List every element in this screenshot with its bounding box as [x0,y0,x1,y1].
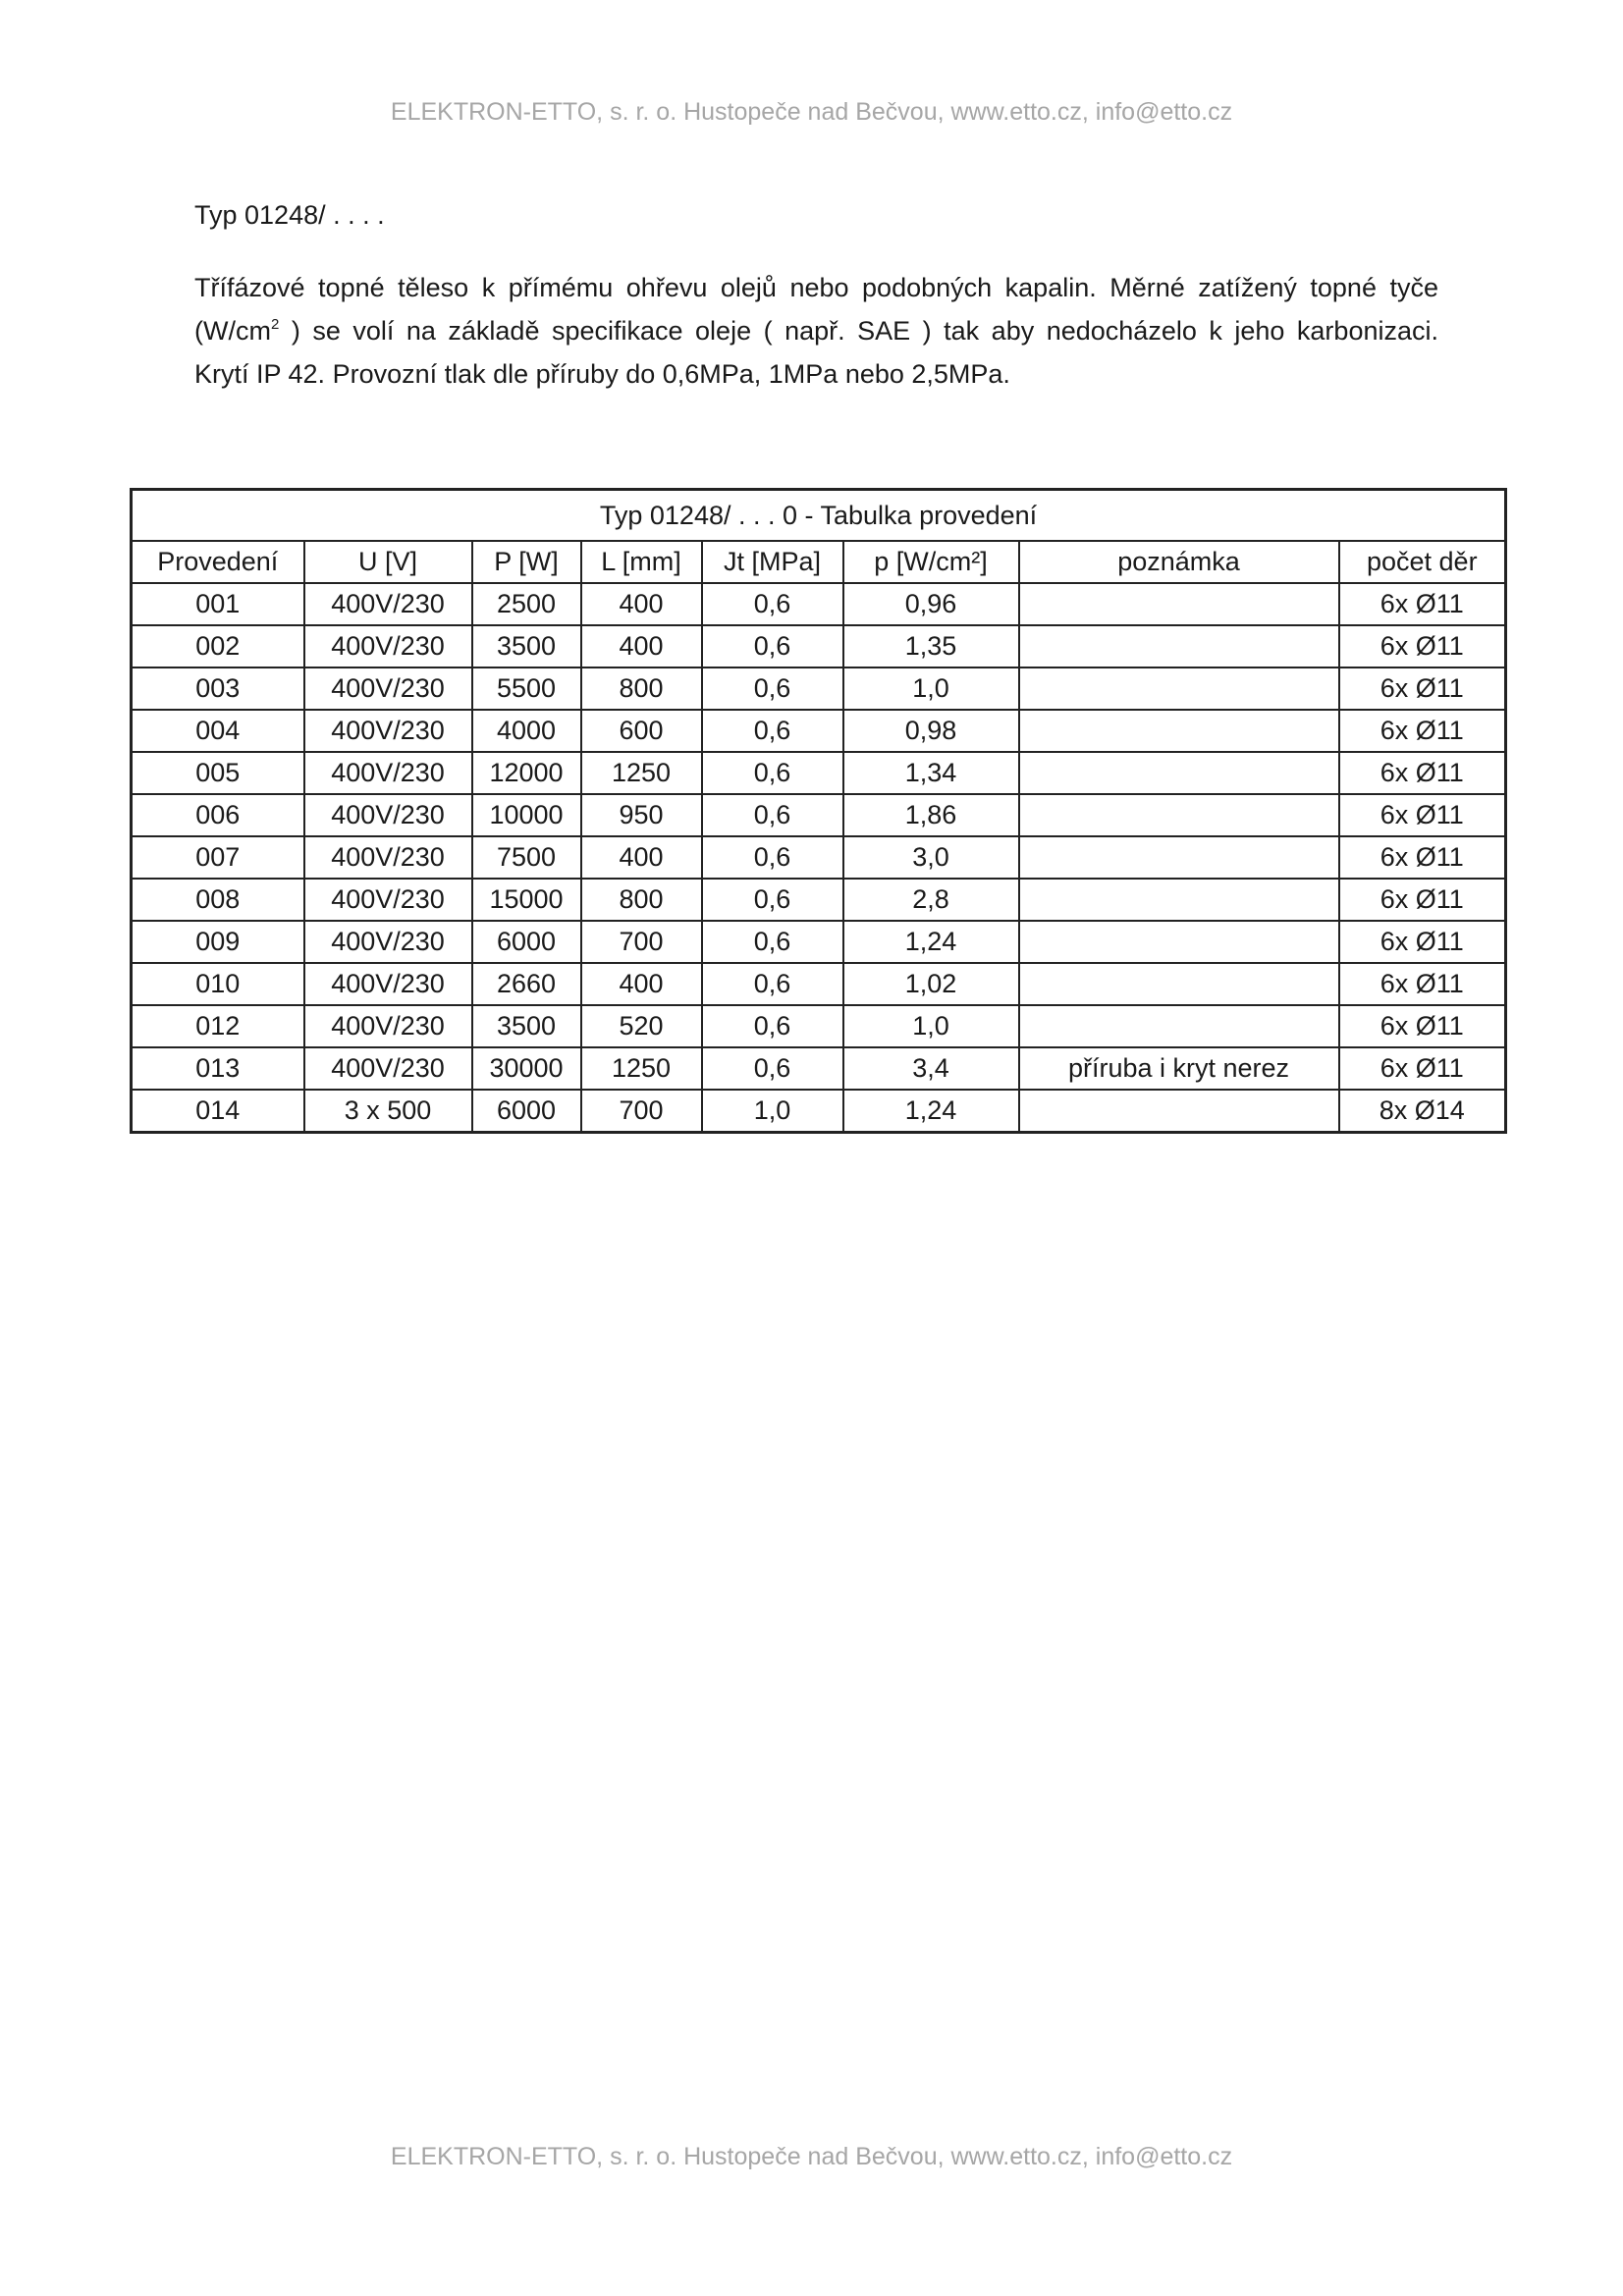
table-cell-pw: 1,0 [843,667,1019,710]
table-cell-provedeni: 007 [132,836,304,879]
table-cell-pw: 1,34 [843,752,1019,794]
table-cell-pocet-der: 6x Ø11 [1339,921,1506,963]
table-cell-p: 6000 [472,921,581,963]
table-cell-jt: 0,6 [702,583,843,625]
table-cell-l: 800 [581,879,702,921]
table-row [132,667,1506,710]
table-cell-jt: 0,6 [702,752,843,794]
table-cell-poznamka [1019,667,1339,710]
table-cell-pocet-der: 6x Ø11 [1339,1005,1506,1047]
superscript-exponent: 2 [270,316,280,333]
table-cell-l: 800 [581,667,702,710]
table-cell-u: 3 x 500 [304,1090,472,1133]
table-cell-pw: 1,02 [843,963,1019,1005]
table-cell-u: 400V/230 [304,794,472,836]
table-cell-jt: 0,6 [702,836,843,879]
table-cell-u: 400V/230 [304,625,472,667]
table-cell-p: 5500 [472,667,581,710]
column-header-pocet-der: počet děr [1339,541,1506,583]
table-cell-pocet-der: 6x Ø11 [1339,836,1506,879]
table-row [132,752,1506,794]
column-header-l: L [mm] [581,541,702,583]
table-cell-pw: 0,98 [843,710,1019,752]
table-cell-p: 4000 [472,710,581,752]
table-cell-l: 520 [581,1005,702,1047]
table-cell-provedeni: 013 [132,1047,304,1090]
table-cell-pw: 1,35 [843,625,1019,667]
table-row [132,963,1506,1005]
column-header-provedeni: Provedení [132,541,304,583]
table-cell-poznamka [1019,794,1339,836]
table-cell-p: 2500 [472,583,581,625]
column-header-pw: p [W/cm²] [843,541,1019,583]
table-cell-l: 600 [581,710,702,752]
table-cell-pocet-der: 6x Ø11 [1339,667,1506,710]
table-row [132,1090,1506,1133]
table-cell-jt: 0,6 [702,710,843,752]
table-cell-provedeni: 008 [132,879,304,921]
table-cell-provedeni: 012 [132,1005,304,1047]
column-header-jt: Jt [MPa] [702,541,843,583]
table-cell-l: 400 [581,583,702,625]
table-body [132,583,1506,1133]
table-cell-jt: 0,6 [702,1005,843,1047]
table-cell-pw: 1,24 [843,921,1019,963]
table-cell-l: 700 [581,1090,702,1133]
table-cell-p: 7500 [472,836,581,879]
table-cell-p: 6000 [472,1090,581,1133]
table-cell-l: 1250 [581,752,702,794]
table-cell-poznamka [1019,921,1339,963]
table-cell-pw: 3,4 [843,1047,1019,1090]
description-line-2-start: (W/cm [194,316,271,346]
table-header-row [132,541,1506,583]
table-cell-pocet-der: 8x Ø14 [1339,1090,1506,1133]
table-cell-pw: 0,96 [843,583,1019,625]
table-cell-jt: 0,6 [702,794,843,836]
table-cell-pocet-der: 6x Ø11 [1339,752,1506,794]
column-header-p: P [W] [472,541,581,583]
table-cell-poznamka [1019,583,1339,625]
table-cell-u: 400V/230 [304,1005,472,1047]
table-row [132,921,1506,963]
table-cell-poznamka [1019,752,1339,794]
table-row [132,710,1506,752]
table-cell-jt: 0,6 [702,1047,843,1090]
table-cell-provedeni: 014 [132,1090,304,1133]
table-cell-provedeni: 006 [132,794,304,836]
table-cell-p: 3500 [472,1005,581,1047]
table-cell-u: 400V/230 [304,1047,472,1090]
table-cell-p: 3500 [472,625,581,667]
table-row [132,794,1506,836]
table-cell-poznamka [1019,879,1339,921]
table-cell-jt: 0,6 [702,963,843,1005]
table-cell-provedeni: 004 [132,710,304,752]
variants-table [130,488,1507,1134]
table-cell-p: 2660 [472,963,581,1005]
description-line-1: Třífázové topné těleso k přímému ohřevu olejů nebo podobných kapalin. Měrné zatížený topné tyče [194,273,1438,302]
table-cell-pw: 3,0 [843,836,1019,879]
table-cell-l: 950 [581,794,702,836]
table-cell-provedeni: 005 [132,752,304,794]
column-header-u: U [V] [304,541,472,583]
table-cell-u: 400V/230 [304,667,472,710]
table-row [132,1005,1506,1047]
table-row [132,879,1506,921]
table-cell-u: 400V/230 [304,752,472,794]
table-cell-provedeni: 010 [132,963,304,1005]
table-cell-poznamka [1019,836,1339,879]
table-cell-provedeni: 003 [132,667,304,710]
table-cell-pw: 1,0 [843,1005,1019,1047]
table-row [132,583,1506,625]
table-cell-poznamka [1019,625,1339,667]
table-title-row [132,490,1506,542]
table-cell-l: 1250 [581,1047,702,1090]
table-cell-jt: 0,6 [702,921,843,963]
table-cell-p: 15000 [472,879,581,921]
table-cell-pocet-der: 6x Ø11 [1339,710,1506,752]
table-cell-pw: 2,8 [843,879,1019,921]
table-cell-poznamka [1019,963,1339,1005]
table-cell-poznamka [1019,1090,1339,1133]
table-row [132,836,1506,879]
table-cell-pocet-der: 6x Ø11 [1339,963,1506,1005]
table-cell-poznamka: příruba i kryt nerez [1019,1047,1339,1090]
table-cell-p: 10000 [472,794,581,836]
description-line-2-end: ) se volí na základě specifikace oleje ( např. SAE ) tak aby nedocházelo k jeho karbonizaci. [279,316,1438,346]
table-cell-u: 400V/230 [304,879,472,921]
table-title: Typ 01248/ . . . 0 - Tabulka provedení [132,490,1506,542]
table-cell-u: 400V/230 [304,836,472,879]
table-cell-provedeni: 001 [132,583,304,625]
table-cell-poznamka [1019,710,1339,752]
table-cell-pocet-der: 6x Ø11 [1339,625,1506,667]
table-cell-pocet-der: 6x Ø11 [1339,879,1506,921]
table-cell-p: 30000 [472,1047,581,1090]
table-cell-p: 12000 [472,752,581,794]
table-cell-u: 400V/230 [304,583,472,625]
table-cell-u: 400V/230 [304,710,472,752]
table-cell-l: 400 [581,625,702,667]
table-cell-l: 700 [581,921,702,963]
table-cell-pocet-der: 6x Ø11 [1339,1047,1506,1090]
table-cell-poznamka [1019,1005,1339,1047]
product-description [194,266,1438,396]
table-cell-l: 400 [581,963,702,1005]
table-cell-l: 400 [581,836,702,879]
page-footer: ELEKTRON-ETTO, s. r. o. Hustopeče nad Bečvou, www.etto.cz, info@etto.cz [390,2143,1233,2170]
table-cell-u: 400V/230 [304,963,472,1005]
column-header-poznamka: poznámka [1019,541,1339,583]
table-cell-provedeni: 002 [132,625,304,667]
table-cell-u: 400V/230 [304,921,472,963]
table-row [132,625,1506,667]
page-header: ELEKTRON-ETTO, s. r. o. Hustopeče nad Bečvou, www.etto.cz, info@etto.cz [390,98,1233,126]
table-cell-jt: 0,6 [702,667,843,710]
table-row [132,1047,1506,1090]
table-cell-jt: 0,6 [702,625,843,667]
table-cell-pw: 1,86 [843,794,1019,836]
description-line-3: Krytí IP 42. Provozní tlak dle příruby do 0,6MPa, 1MPa nebo 2,5MPa. [194,359,1010,389]
table-cell-jt: 0,6 [702,879,843,921]
table-cell-pocet-der: 6x Ø11 [1339,583,1506,625]
type-heading: Typ 01248/ . . . . [194,200,385,230]
table-cell-provedeni: 009 [132,921,304,963]
table-cell-jt: 1,0 [702,1090,843,1133]
description-line-2 [194,309,1438,352]
table-cell-pw: 1,24 [843,1090,1019,1133]
table-cell-pocet-der: 6x Ø11 [1339,794,1506,836]
